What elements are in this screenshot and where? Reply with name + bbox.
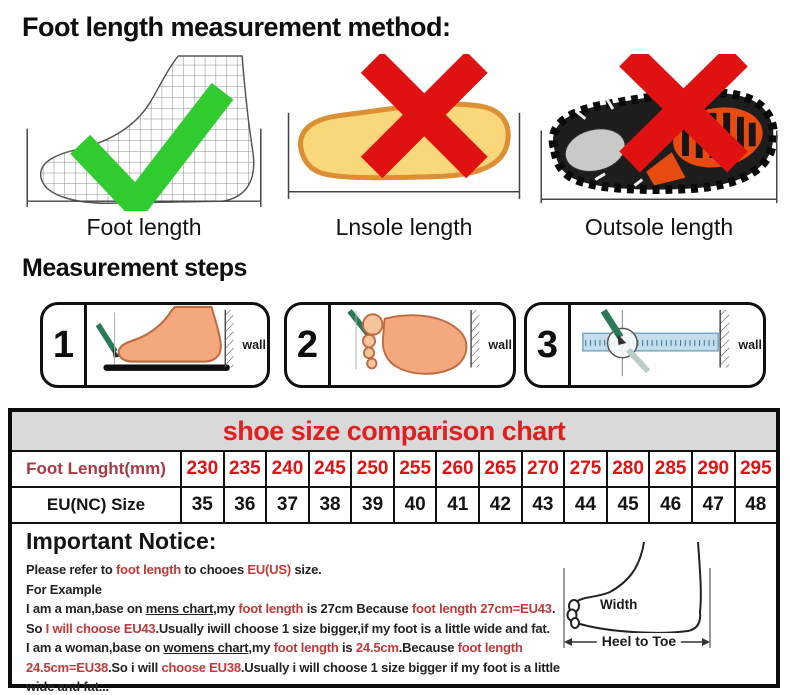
wall-label: wall <box>738 338 762 352</box>
foot-length-header: Foot Lenght(mm) <box>12 452 182 486</box>
size-chart-title: shoe size comparison chart <box>12 412 776 452</box>
eu-size-cell: 37 <box>267 488 310 522</box>
insole-illustration <box>280 54 528 211</box>
notice-line: 24.5cm=EU38.So i will choose EU38.Usually i will choose 1 size bigger if my foot is a little <box>26 659 560 675</box>
step-box-3 <box>524 302 766 388</box>
eu-size-cell: 45 <box>608 488 651 522</box>
foot-length-cell: 255 <box>395 452 438 486</box>
insole-cross-icon <box>282 54 526 211</box>
foot-length-cell: 275 <box>565 452 608 486</box>
notice-line: So I will choose EU43.Usually iwill choose 1 size bigger,if my foot is a little wide and fat. <box>26 620 550 636</box>
method-insole-length <box>280 54 528 241</box>
eu-size-cell: 38 <box>310 488 353 522</box>
wall-label: wall <box>242 338 266 352</box>
foot-length-cell: 245 <box>310 452 353 486</box>
notice-line: For Example <box>26 581 102 597</box>
eu-size-cell: 41 <box>437 488 480 522</box>
step-number: 1 <box>43 305 87 385</box>
wireframe-foot-check-icon <box>15 54 273 211</box>
step-number: 3 <box>527 305 571 385</box>
wall-label: wall <box>488 338 512 352</box>
method-foot-length <box>12 54 276 241</box>
notice-line: I am a man,base on mens chart,my foot length is 27cm Because foot length 27cm=EU43. <box>26 601 556 616</box>
eu-size-cell: 43 <box>523 488 566 522</box>
heel-to-toe-label: Heel to Toe <box>597 633 681 649</box>
notice-line: Please refer to foot length to chooes EU(US) size. <box>26 562 322 577</box>
step-number: 2 <box>287 305 331 385</box>
eu-size-cell: 48 <box>745 494 767 515</box>
wireframe-foot-illustration <box>12 54 276 211</box>
page-title: Foot length measurement method: <box>22 12 451 42</box>
eu-size-cell: 40 <box>395 488 438 522</box>
step-box-1 <box>40 302 270 388</box>
wall-hatch <box>225 310 233 368</box>
step-3-illustration <box>571 305 763 385</box>
method-label: Foot length <box>86 214 202 240</box>
foot-measure-diagram <box>558 542 720 684</box>
eu-size-cells <box>182 488 776 522</box>
method-label: Lnsole length <box>335 214 473 240</box>
foot-length-cell: 270 <box>523 452 566 486</box>
eu-size-cell: 35 <box>182 488 225 522</box>
wall-hatch <box>720 310 729 368</box>
eu-size-cell: 42 <box>480 488 523 522</box>
eu-size-cell: 39 <box>352 488 395 522</box>
notice-heading: Important Notice: <box>26 528 217 554</box>
step-2-illustration <box>331 305 513 385</box>
foot-length-cells <box>182 452 776 486</box>
eu-size-header: EU(NC) Size <box>12 488 182 522</box>
foot-length-cell: 250 <box>352 452 395 486</box>
foot-length-cell: 230 <box>182 452 225 486</box>
foot-length-cell: 235 <box>225 452 268 486</box>
notice-line: wide and fat... <box>26 679 109 694</box>
width-label: Width <box>600 597 638 612</box>
foot-length-cell: 280 <box>608 452 651 486</box>
pencil-icon <box>98 325 115 352</box>
eu-size-cell: 44 <box>565 488 608 522</box>
foot-side-view-icon <box>87 305 239 385</box>
wall-hatch <box>471 310 479 368</box>
eu-size-cell: 47 <box>693 488 736 522</box>
steps-row <box>0 302 790 396</box>
notice-line: I am a woman,base on womens chart,my foot length is 24.5cm.Because foot length <box>26 640 523 655</box>
eu-size-row <box>12 488 776 524</box>
foot-length-cell: 285 <box>650 452 693 486</box>
step-1-illustration <box>87 305 267 385</box>
eu-size-cell: 36 <box>225 488 268 522</box>
step-box-2 <box>284 302 516 388</box>
foot-length-cell: 265 <box>480 452 523 486</box>
foot-outline-icon <box>558 542 720 684</box>
foot-length-cell: 290 <box>693 452 736 486</box>
method-row <box>0 54 790 254</box>
foot-length-cell: 295 <box>739 458 772 479</box>
method-label: Outsole length <box>584 214 734 240</box>
outsole-cross-icon <box>534 54 784 211</box>
eu-size-cell: 46 <box>650 488 693 522</box>
foot-length-row <box>12 452 776 488</box>
ruler-icon <box>571 305 735 385</box>
foot-length-cell: 240 <box>267 452 310 486</box>
outsole-illustration <box>532 54 786 211</box>
size-chart-section <box>8 408 780 694</box>
foot-length-cell: 260 <box>437 452 480 486</box>
method-outsole-length <box>532 54 786 241</box>
steps-heading: Measurement steps <box>22 254 247 282</box>
footprint-icon <box>331 305 485 385</box>
